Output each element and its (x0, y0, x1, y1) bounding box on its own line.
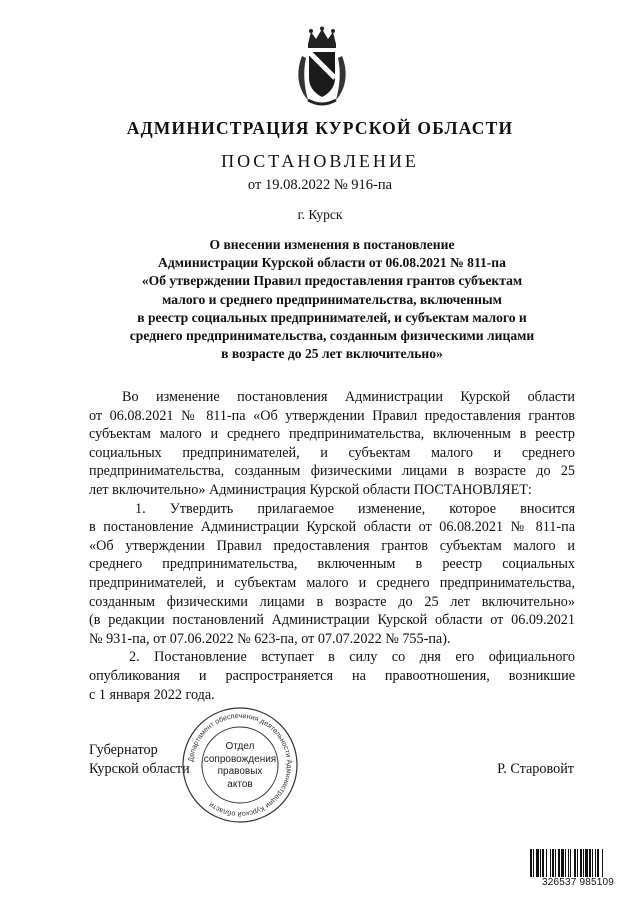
subject-line: малого и среднего предпринимательства, включенным (162, 291, 502, 307)
body-line: субъектам малого и среднего предпринимательства, включенным в реестр (89, 426, 575, 443)
body-line: «Об утверждении Правил предоставления грантов субъектам малого и (89, 537, 575, 554)
body-line: созданным физическими лицами в возрасте до 25 лет включительно» (89, 593, 575, 610)
body-line: № 931-па, от 07.06.2022 № 623-па, от 07.07.2022 № 755-па). (89, 630, 451, 647)
document-city: г. Курск (297, 207, 343, 222)
subject-line: Администрации Курской области от 06.08.2021 № 811-па (158, 255, 506, 271)
body-line: 1. Утвердить прилагаемое изменение, которое вносится (135, 500, 575, 517)
body-line: предпринимательства, созданным физическими лицами в возрасте до 25 (89, 463, 575, 480)
body-line: Во изменение постановления Администрации Курской области (122, 389, 575, 405)
stamp-center-text (181, 741, 299, 791)
document-subject (90, 236, 574, 363)
signatory-title (89, 741, 190, 778)
body-line: (в редакции постановлений Администрации Курской области от 06.09.2021 (89, 612, 575, 629)
subject-line: среднего предпринимательства, созданным физическими лицами (129, 328, 535, 344)
stamp-text-line: актов (227, 778, 253, 790)
body-line: 2. Постановление вступает в силу со дня его официального (129, 649, 575, 666)
body-line: опубликования и распространяется на правоотношения, возникшие (89, 667, 575, 684)
barcode-number: 326537 985109 (530, 877, 626, 889)
subject-line: О внесении изменения в постановление (209, 237, 455, 252)
body-line: предпринимателей, и субъектам малого и среднего предпринимательства, (89, 574, 575, 591)
document-body (89, 388, 575, 704)
item-2-paragraph (89, 648, 575, 704)
stamp-text-line: Отдел (225, 741, 255, 752)
item-1-paragraph (89, 500, 575, 649)
body-line: социальных предпринимателей, и субъектам малого и среднего (89, 444, 575, 461)
signatory-title-line: Курской области (89, 760, 190, 777)
stamp-text-line: правовых (217, 766, 263, 777)
agency-title: АДМИНИСТРАЦИЯ КУРСКОЙ ОБЛАСТИ (126, 118, 514, 138)
body-line: лет включительно» Администрация Курской области ПОСТАНОВЛЯЕТ: (89, 481, 532, 498)
signatory-title-line: Губернатор (89, 742, 158, 758)
subject-line: «Об утверждении Правил предоставления грантов субъектам (141, 273, 523, 289)
document-type: ПОСТАНОВЛЕНИЕ (221, 151, 419, 171)
kursk-coat-of-arms-icon (294, 26, 350, 108)
body-line: в постановление Администрации Курской области от 06.08.2021 № 811-па (89, 519, 575, 536)
stamp-ring-text: Департамент обеспечения деятельности Администрации Курской области (186, 710, 295, 820)
body-line: от 06.08.2021 № 811-па «Об утверждении Правил предоставления грантов (89, 407, 575, 424)
stamp-text-line: сопровождения (203, 753, 277, 765)
subject-line: в возрасте до 25 лет включительно» (221, 346, 443, 362)
body-line: среднего предпринимательства, включенным в реестр социальных (89, 556, 575, 573)
body-line: с 1 января 2022 года. (89, 686, 215, 703)
document-number: от 19.08.2022 № 916-па (247, 177, 393, 193)
subject-line: в реестр социальных предпринимателей, и субъектам малого и (137, 309, 527, 325)
signatory-name: Р. Старовойт (497, 761, 574, 777)
official-stamp (181, 706, 299, 824)
preamble-paragraph (89, 388, 575, 500)
